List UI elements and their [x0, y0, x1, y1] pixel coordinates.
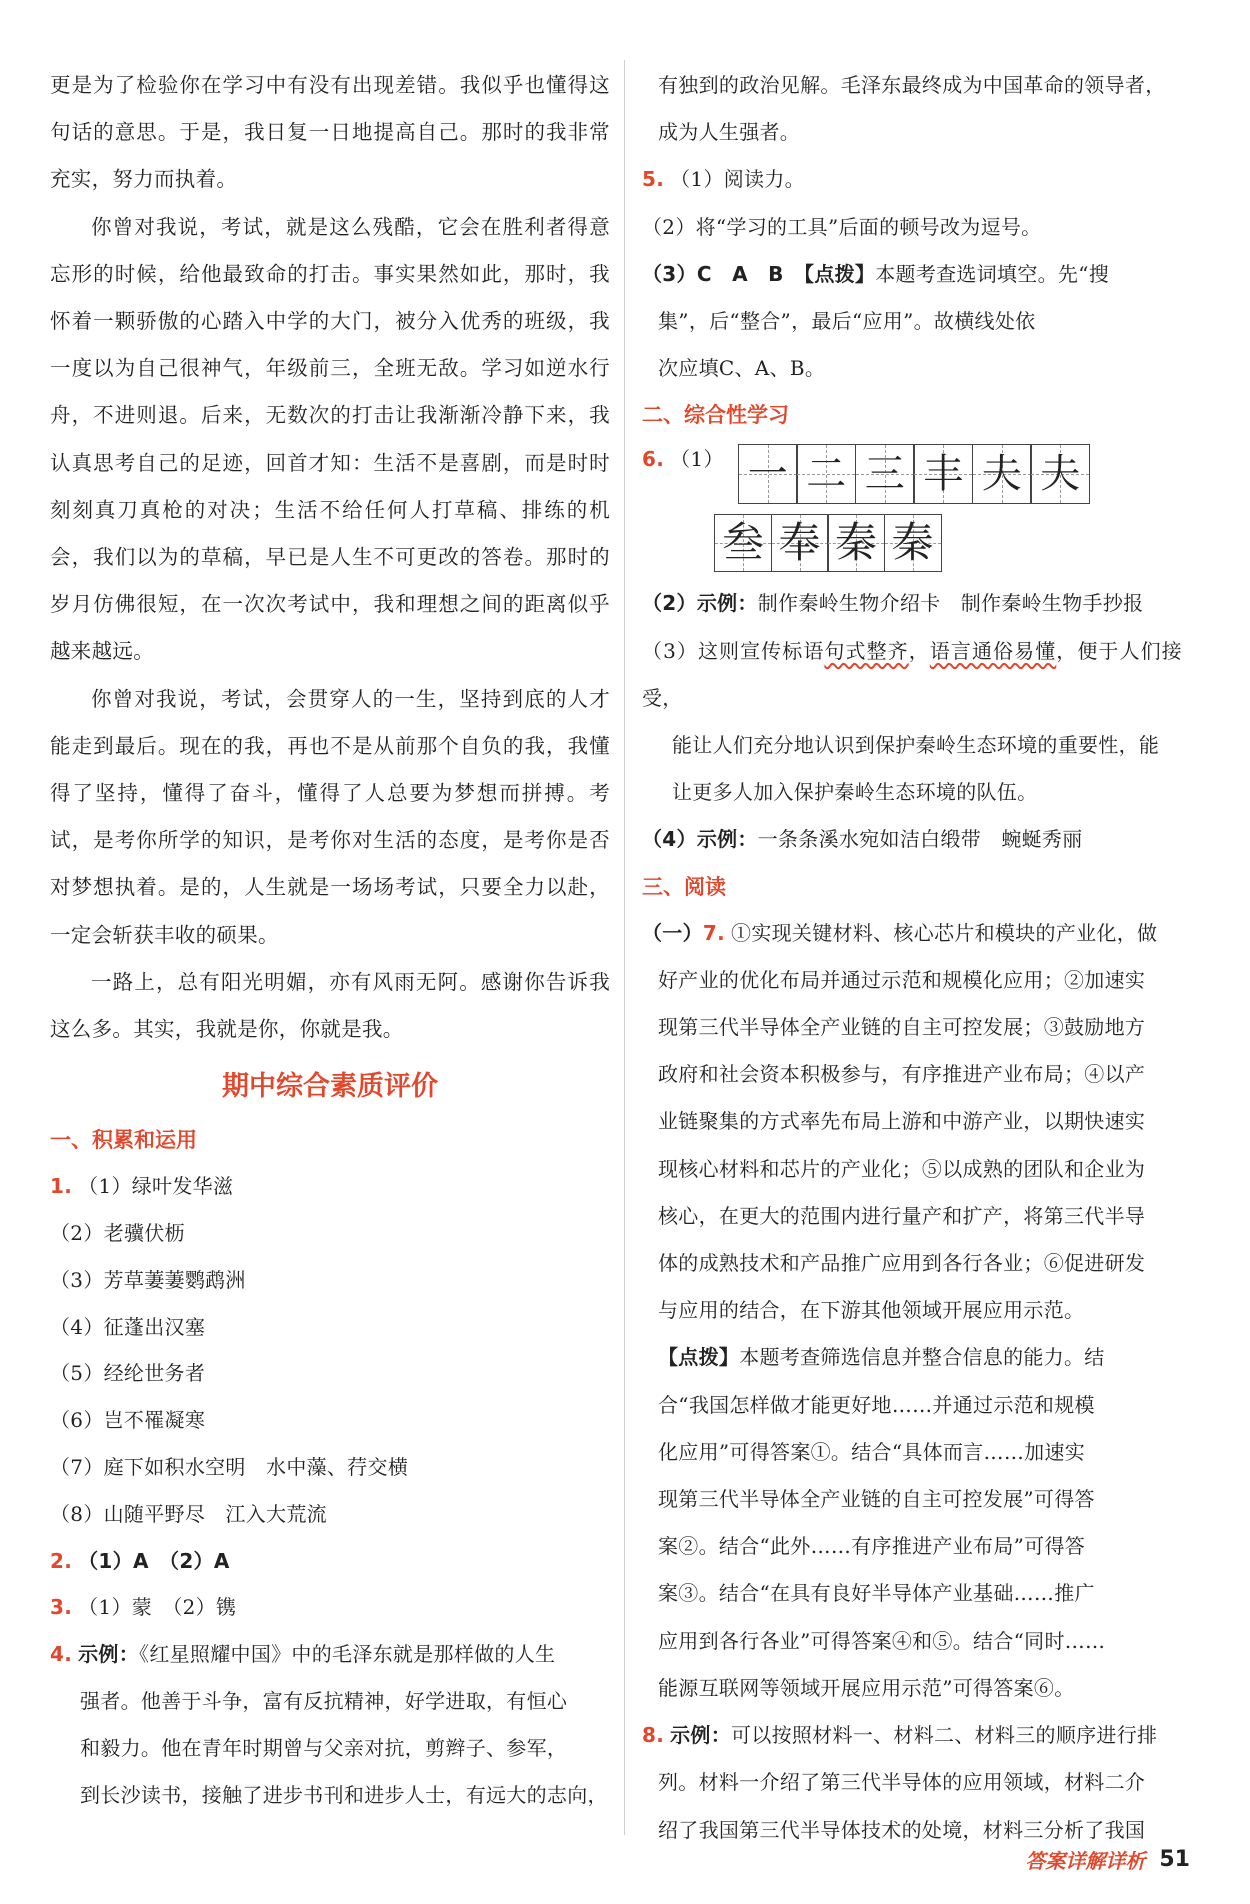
q7-tip-line: 现第三代半导体全产业链的自主可控发展”可得答: [658, 1487, 1095, 1512]
stroke-cell: 夫: [972, 444, 1032, 504]
q7-line: 现第三代半导体全产业链的自主可控发展；③鼓励地方: [658, 1015, 1146, 1040]
q6-line: 让更多人加入保护秦岭生态环境的队伍。: [672, 780, 1038, 805]
q6-line: （3）这则宣传标语句式整齐，语言通俗易懂，便于人们接受，: [642, 638, 1182, 710]
q7-tip-line: 化应用”可得答案①。结合“具体而言……加速实: [658, 1439, 1086, 1464]
column-divider: [624, 60, 625, 1835]
q7-line: 体的成熟技术和产品推广应用到各行各业；⑥促进研发: [658, 1251, 1146, 1276]
q6-line: （4）示例：一条条溪水宛如洁白缎带 蜿蜒秀丽: [642, 827, 1083, 852]
q7-tip-line: 【点拨】本题考查筛选信息并整合信息的能力。结: [658, 1345, 1105, 1370]
q4-line: 强者。他善于斗争，富有反抗精神，好学进取，有恒心: [80, 1689, 568, 1714]
q7-line: 与应用的结合，在下游其他领域开展应用示范。: [658, 1298, 1085, 1323]
q1-line: （4）征蓬出汉塞: [50, 1314, 206, 1339]
stroke-cell: 夫: [1030, 444, 1090, 504]
stroke-cell: 奉: [771, 514, 829, 572]
part3-heading: 三、阅读: [642, 874, 726, 899]
exam-title: 期中综合素质评价: [222, 1071, 438, 1103]
q6-number: 6.: [642, 447, 665, 472]
q7-line: 政府和社会资本积极参与，有序推进产业布局；④以产: [658, 1062, 1146, 1087]
q1-line: （3）芳草萋萋鹦鹉洲: [50, 1267, 246, 1292]
stroke-cell: 叁: [714, 514, 772, 572]
stroke-cell: 秦: [827, 514, 885, 572]
q6-stroke-block: 6. （1） 一 二 三 丰 夫 夫: [642, 444, 1182, 504]
q1-line: （5）经纶世务者: [50, 1361, 206, 1386]
q4-line: 4. 示例：《红星照耀中国》中的毛泽东就是那样做的人生: [50, 1642, 556, 1667]
essay-paragraph: 一路上，总有阳光明媚，亦有风雨无阿。感谢你告诉我这么多。其实，我就是你，你就是我。: [50, 969, 610, 1042]
q7-tip-line: 案②。结合“此外……有序推进产业布局”可得答: [658, 1534, 1086, 1559]
q7-line: 好产业的优化布局并通过示范和规模化应用；②加速实: [658, 967, 1146, 992]
part2-heading: 二、综合性学习: [642, 403, 789, 428]
stroke-cell: 三: [855, 444, 915, 504]
q1-line: （8）山随平野尽 江入大荒流: [50, 1501, 327, 1526]
essay-paragraph: 更是为了检验你在学习中有没有出现差错。我似乎也懂得这句话的意思。于是，我日复一日地提高自己。那时的我非常充实，努力而执着。: [50, 73, 610, 192]
q7-line: 现核心材料和芯片的产业化；⑤以成熟的团队和企业为: [658, 1156, 1146, 1181]
q4-number: 4.: [50, 1642, 73, 1667]
part1-heading: 一、积累和运用: [50, 1128, 197, 1153]
q2-number: 2.: [50, 1548, 73, 1573]
q1-line: （2）老骥伏枥: [50, 1221, 185, 1246]
q7-line: 业链聚集的方式率先布局上游和中游产业，以期快速实: [658, 1109, 1146, 1134]
q8-line: 绍了我国第三代半导体技术的处境，材料三分析了我国: [658, 1817, 1146, 1842]
q5-line: （2）将“学习的工具”后面的顿号改为逗号。: [642, 214, 1042, 239]
q3-line: 3. （1）蒙 （2）镌: [50, 1595, 237, 1620]
tip-label: 【点拨】: [804, 261, 876, 286]
q1-line: （6）岂不罹凝寒: [50, 1408, 206, 1433]
q8-number: 8.: [642, 1723, 665, 1748]
essay-paragraph: 你曾对我说，考试，就是这么残酷，它会在胜利者得意忘形的时候，给他最致命的打击。事实果然如此，那时，我怀着一颗骄傲的心踏入中学的大门，被分入优秀的班级，我一度以为自己很神气，年级前三，全班无敌。学习如逆水行舟，不进则退。后来，无数次的打击让我渐渐冷静下来，我认真思考自己的足迹，回首才知：生活不是喜剧，而是时时刻刻真刀真枪的对决；生活不给任何人打草稿、排练的机会，我们以为的草稿，早已是人生不可更改的答卷。那时的岁月仿佛很短，在一次次考试中，我和理想之间的距离似乎越来越远。: [50, 214, 610, 664]
right-column: [642, 62, 1182, 1854]
q8-line: 8. 示例：可以按照材料一、材料二、材料三的顺序进行排: [642, 1723, 1158, 1748]
stroke-row: [738, 444, 1089, 504]
q2-line: 2. （1）A （2）A: [50, 1548, 230, 1573]
stroke-cell: 丰: [913, 444, 973, 504]
tip-label: 【点拨】: [658, 1345, 740, 1370]
q5-number: 5.: [642, 167, 665, 192]
q7-line: （一）7. ①实现关键材料、核心芯片和模块的产业化，做: [642, 920, 1158, 945]
q5-line: 集”，后“整合”，最后“应用”。故横线处依: [658, 309, 1036, 334]
q7-tip-line: 应用到各行各业”可得答案④和⑤。结合“同时……: [658, 1628, 1106, 1653]
q4-line: 和毅力。他在青年时期曾与父亲对抗，剪辫子、参军，: [80, 1735, 568, 1760]
stroke-cell: 一: [738, 444, 798, 504]
page-footer: [1025, 1845, 1190, 1874]
q6-line: （2）示例：制作秦岭生物介绍卡 制作秦岭生物手抄报: [642, 591, 1144, 616]
q6-line: 能让人们充分地认识到保护秦岭生态环境的重要性，能: [672, 733, 1160, 758]
q4-line: 成为人生强者。: [658, 120, 801, 145]
q5-line: 次应填C、A、B。: [658, 356, 826, 381]
q4-line: 有独到的政治见解。毛泽东最终成为中国革命的领导者，: [658, 73, 1166, 97]
q1-line: 1. （1）绿叶发华滋: [50, 1174, 234, 1199]
stroke-cell: 二: [796, 444, 856, 504]
essay-text: [50, 62, 610, 1053]
q4-line: 到长沙读书，接触了进步书刊和进步人士，有远大的志向，: [80, 1782, 608, 1807]
q1-line: （7）庭下如积水空明 水中藻、荇交横: [50, 1455, 409, 1480]
q5-line: 5. （1）阅读力。: [642, 167, 805, 192]
q7-line: 核心，在更大的范围内进行量产和扩产，将第三代半导: [658, 1203, 1146, 1228]
stroke-row: [714, 514, 1182, 572]
q5-line: （3）C A B 【点拨】本题考查选词填空。先“搜: [642, 261, 1110, 286]
q8-line: 列。材料一介绍了第三代半导体的应用领域，材料二介: [658, 1770, 1146, 1795]
stroke-cell: 秦: [884, 514, 942, 572]
q7-tip-line: 能源互联网等领域开展应用示范”可得答案⑥。: [658, 1675, 1075, 1700]
q3-number: 3.: [50, 1595, 73, 1620]
page-number: 51: [1159, 1847, 1190, 1872]
essay-paragraph: 你曾对我说，考试，会贯穿人的一生，坚持到底的人才能走到最后。现在的我，再也不是从前那个自负的我，我懂得了坚持，懂得了奋斗，懂得了人总要为梦想而拼搏。考试，是考你所学的知识，是考你对生活的态度，是考你是否对梦想执着。是的，人生就是一场场考试，只要全力以赴，一定会斩获丰收的硕果。: [50, 686, 610, 947]
q7-tip-line: 合“我国怎样做才能更好地……并通过示范和规模: [658, 1392, 1095, 1417]
q1-number: 1.: [50, 1174, 73, 1199]
footer-tag: 答案详解详析: [1025, 1849, 1146, 1873]
q7-number: 7.: [702, 920, 726, 945]
q7-tip-line: 案③。结合“在具有良好半导体产业基础……推广: [658, 1581, 1095, 1606]
stroke-grid: [738, 444, 1089, 504]
left-column: [50, 62, 610, 1818]
